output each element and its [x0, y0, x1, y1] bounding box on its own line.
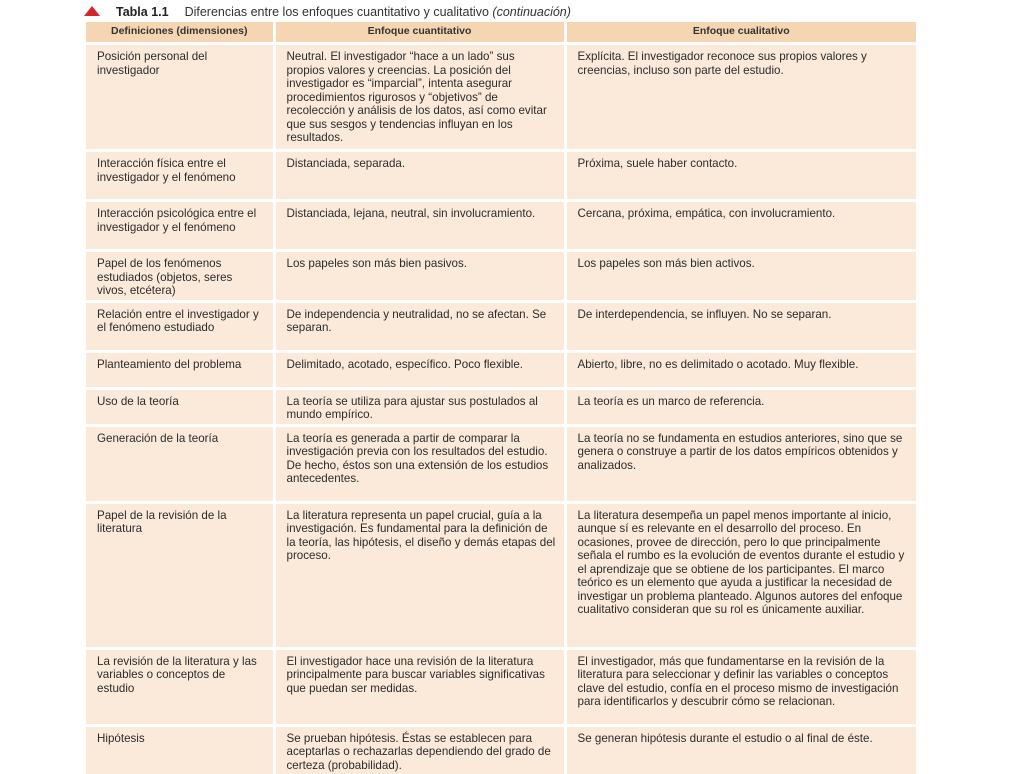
cuantitativo-cell: Distanciada, lejana, neutral, sin involucramiento.	[274, 201, 565, 251]
dimension-cell: Planteamiento del problema	[86, 351, 274, 388]
cuantitativo-cell: La teoría se utiliza para ajustar sus postulados al mundo empírico.	[274, 388, 565, 425]
dimension-cell: Interacción física entre el investigador y el fenómeno	[86, 151, 274, 201]
table-number: Tabla 1.1	[116, 5, 169, 19]
dimension-cell: Papel de la revisión de la literatura	[86, 502, 274, 648]
cuantitativo-cell: La teoría es generada a partir de comparar la investigación previa con los resultados del estudio. De hecho, éstos son una extensión de los estudios antecedentes.	[274, 425, 565, 502]
cualitativo-cell: La teoría no se fundamenta en estudios anteriores, sino que se genera o construye a partir de los datos empíricos obtenidos y analizados.	[565, 425, 916, 502]
cualitativo-cell: El investigador, más que fundamentarse en la revisión de la literatura para seleccionar y definir las variables o conceptos clave del estudio, confía en el proceso mismo de investigación para identificarlos y descubrir cómo se relacionan.	[565, 648, 916, 725]
dimension-cell: Posición personal del investigador	[86, 44, 274, 151]
cuantitativo-cell: Delimitado, acotado, específico. Poco flexible.	[274, 351, 565, 388]
cuantitativo-cell: Neutral. El investigador “hace a un lado” sus propios valores y creencias. La posición del investigador es “imparcial”, intenta asegurar procedimientos rigurosos y “objetivos” de recolección y análisis de los datos, así como evitar que sus sesgos y tendencias influyan en los resultados.	[274, 44, 565, 151]
table-row	[86, 648, 916, 725]
triangle-marker-icon	[84, 6, 100, 16]
dimension-cell: Uso de la teoría	[86, 388, 274, 425]
header-row	[86, 22, 916, 44]
comparison-table	[86, 22, 916, 774]
dimension-cell: Relación entre el investigador y el fenómeno estudiado	[86, 301, 274, 351]
table-row	[86, 351, 916, 388]
header-cualitativo: Enfoque cualitativo	[565, 22, 916, 44]
table-caption	[84, 3, 571, 21]
table-row	[86, 151, 916, 201]
cuantitativo-cell: De independencia y neutralidad, no se afectan. Se separan.	[274, 301, 565, 351]
table-row	[86, 44, 916, 151]
table-row	[86, 251, 916, 302]
cuantitativo-cell: Distanciada, separada.	[274, 151, 565, 201]
cuantitativo-cell: La literatura representa un papel crucial, guía a la investigación. Es fundamental para la definición de la teoría, las hipótesis, el diseño y demás etapas del proceso.	[274, 502, 565, 648]
cualitativo-cell: De interdependencia, se influyen. No se separan.	[565, 301, 916, 351]
cualitativo-cell: Cercana, próxima, empática, con involucramiento.	[565, 201, 916, 251]
dimension-cell: La revisión de la literatura y las variables o conceptos de estudio	[86, 648, 274, 725]
table-row	[86, 725, 916, 774]
table-row	[86, 201, 916, 251]
cualitativo-cell: Se generan hipótesis durante el estudio o al final de éste.	[565, 725, 916, 774]
cualitativo-cell: Próxima, suele haber contacto.	[565, 151, 916, 201]
header-dimensions: Definiciones (dimensiones)	[86, 22, 274, 44]
table-header	[86, 22, 916, 44]
cualitativo-cell: Abierto, libre, no es delimitado o acotado. Muy flexible.	[565, 351, 916, 388]
cualitativo-cell: La teoría es un marco de referencia.	[565, 388, 916, 425]
table-row	[86, 425, 916, 502]
cualitativo-cell: Los papeles son más bien activos.	[565, 251, 916, 302]
continuation-note: (continuación)	[492, 5, 571, 19]
dimension-cell: Papel de los fenómenos estudiados (objetos, seres vivos, etcétera)	[86, 251, 274, 302]
cuantitativo-cell: Se prueban hipótesis. Éstas se establecen para aceptarlas o rechazarlas dependiendo del grado de certeza (probabilidad).	[274, 725, 565, 774]
cualitativo-cell: Explícita. El investigador reconoce sus propios valores y creencias, incluso son parte del estudio.	[565, 44, 916, 151]
cuantitativo-cell: Los papeles son más bien pasivos.	[274, 251, 565, 302]
header-cuantitativo: Enfoque cuantitativo	[274, 22, 565, 44]
table-row	[86, 388, 916, 425]
table-row	[86, 301, 916, 351]
table-row	[86, 502, 916, 648]
dimension-cell: Hipótesis	[86, 725, 274, 774]
dimension-cell: Interacción psicológica entre el investigador y el fenómeno	[86, 201, 274, 251]
table-body	[86, 44, 916, 774]
dimension-cell: Generación de la teoría	[86, 425, 274, 502]
cualitativo-cell: La literatura desempeña un papel menos importante al inicio, aunque sí es relevante en el desarrollo del proceso. En ocasiones, provee de dirección, pero lo que principalmente señala el rumbo es la evolución de eventos durante el estudio y el aprendizaje que se obtiene de los participantes. El marco teórico es un elemento que ayuda a justificar la necesidad de investigar un problema planteado. Algunos autores del enfoque cualitativo consideran que su rol es únicamente auxiliar.	[565, 502, 916, 648]
table-title: Diferencias entre los enfoques cuantitativo y cualitativo (continuación)	[185, 5, 571, 19]
cuantitativo-cell: El investigador hace una revisión de la literatura principalmente para buscar variables significativas que puedan ser medidas.	[274, 648, 565, 725]
